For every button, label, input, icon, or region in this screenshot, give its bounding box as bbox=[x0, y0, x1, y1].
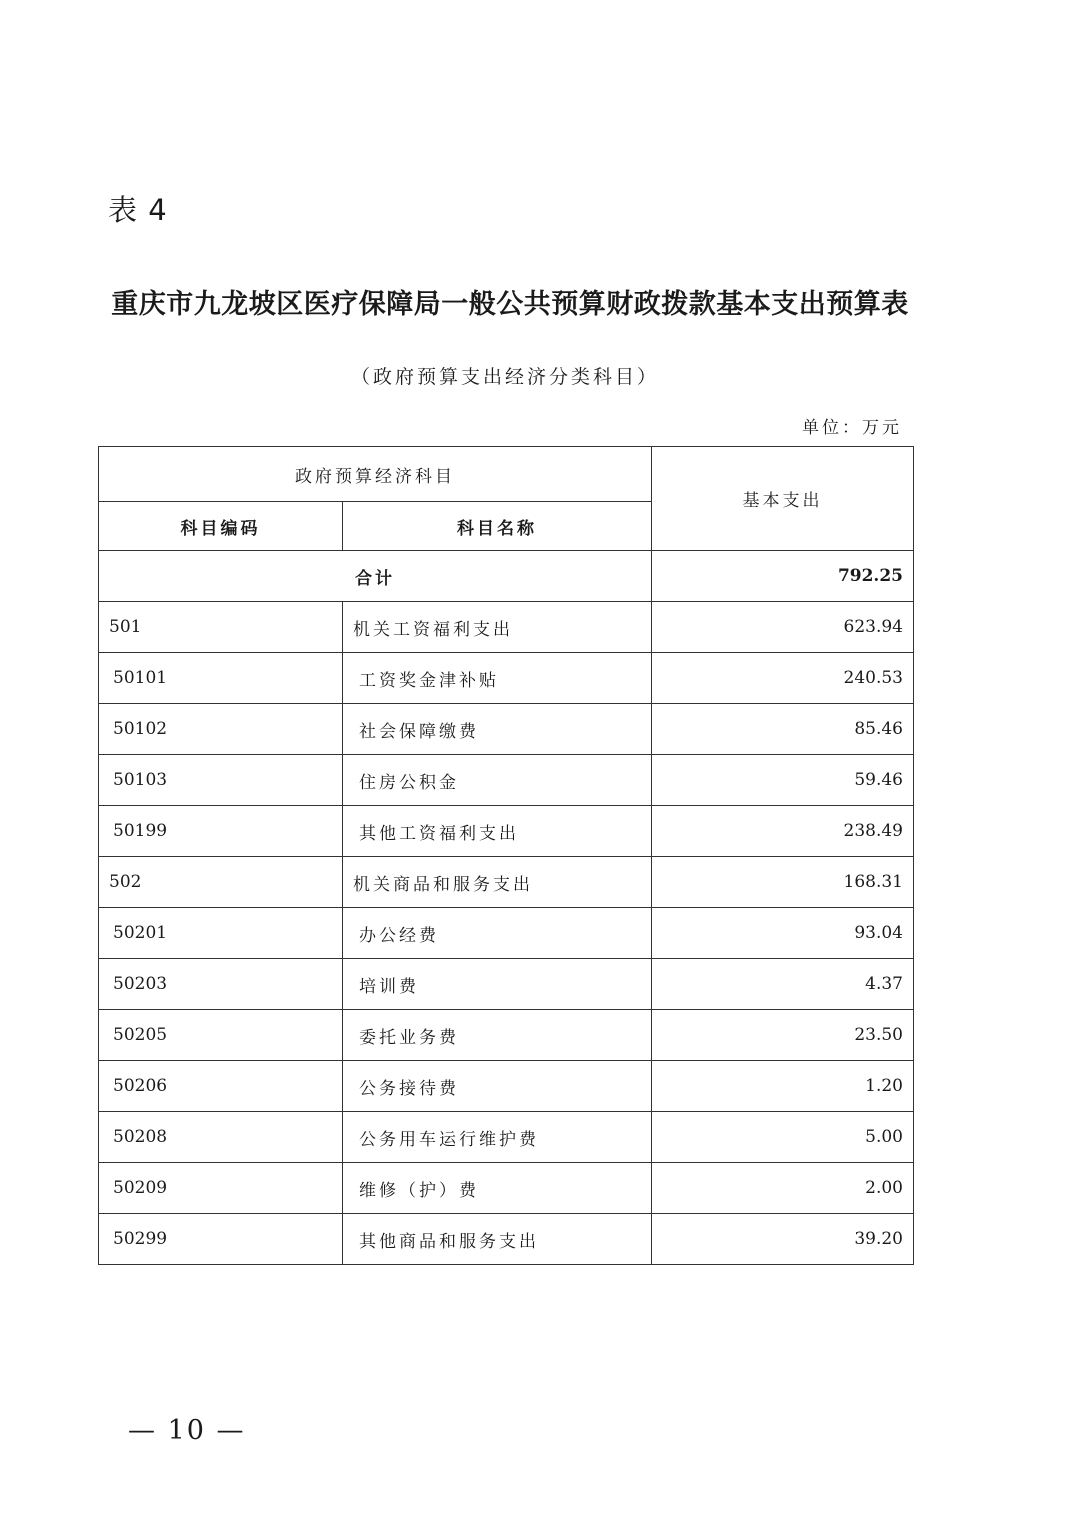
table-row bbox=[99, 704, 914, 755]
basic-amount: 168.31 bbox=[652, 857, 914, 908]
basic-amount: 39.20 bbox=[652, 1214, 914, 1265]
table-row bbox=[99, 653, 914, 704]
basic-amount: 623.94 bbox=[652, 602, 914, 653]
total-label: 合计 bbox=[99, 551, 652, 602]
basic-amount: 240.53 bbox=[652, 653, 914, 704]
table-row bbox=[99, 1010, 914, 1061]
table-row bbox=[99, 755, 914, 806]
basic-amount: 4.37 bbox=[652, 959, 914, 1010]
subject-name: 机关工资福利支出 bbox=[343, 602, 652, 653]
basic-amount: 85.46 bbox=[652, 704, 914, 755]
basic-amount: 238.49 bbox=[652, 806, 914, 857]
unit-label: 单位：万元 bbox=[802, 418, 902, 438]
subject-name: 其他工资福利支出 bbox=[343, 806, 652, 857]
basic-amount: 23.50 bbox=[652, 1010, 914, 1061]
basic-amount: 5.00 bbox=[652, 1112, 914, 1163]
basic-amount: 1.20 bbox=[652, 1061, 914, 1112]
subject-name: 维修（护）费 bbox=[343, 1163, 652, 1214]
subject-code: 501 bbox=[99, 602, 343, 653]
subject-name: 机关商品和服务支出 bbox=[343, 857, 652, 908]
table-row bbox=[99, 1163, 914, 1214]
header-subject-name: 科目名称 bbox=[343, 502, 652, 551]
subject-code: 50103 bbox=[99, 755, 343, 806]
subject-name: 其他商品和服务支出 bbox=[343, 1214, 652, 1265]
subject-code: 50206 bbox=[99, 1061, 343, 1112]
table-row bbox=[99, 806, 914, 857]
subject-name: 公务接待费 bbox=[343, 1061, 652, 1112]
basic-amount: 93.04 bbox=[652, 908, 914, 959]
subject-code: 50205 bbox=[99, 1010, 343, 1061]
basic-amount: 2.00 bbox=[652, 1163, 914, 1214]
subject-name: 住房公积金 bbox=[343, 755, 652, 806]
subject-code: 50101 bbox=[99, 653, 343, 704]
table-row bbox=[99, 602, 914, 653]
subject-code: 50209 bbox=[99, 1163, 343, 1214]
table-row bbox=[99, 908, 914, 959]
subject-code: 502 bbox=[99, 857, 343, 908]
table-row bbox=[99, 1214, 914, 1265]
table-label: 表 4 bbox=[108, 193, 168, 227]
header-subject-code: 科目编码 bbox=[99, 502, 343, 551]
total-value: 792.25 bbox=[652, 551, 914, 602]
header-economic-subject: 政府预算经济科目 bbox=[99, 447, 652, 502]
document-subtitle: （政府预算支出经济分类科目） bbox=[350, 366, 659, 388]
subject-code: 50102 bbox=[99, 704, 343, 755]
subject-code: 50299 bbox=[99, 1214, 343, 1265]
page-number: — 10 — bbox=[128, 1415, 246, 1446]
subject-code: 50201 bbox=[99, 908, 343, 959]
subject-code: 50208 bbox=[99, 1112, 343, 1163]
subject-code: 50203 bbox=[99, 959, 343, 1010]
document-title: 重庆市九龙坡区医疗保障局一般公共预算财政拨款基本支出预算表 bbox=[111, 289, 909, 320]
subject-name: 社会保障缴费 bbox=[343, 704, 652, 755]
subject-name: 培训费 bbox=[343, 959, 652, 1010]
basic-amount: 59.46 bbox=[652, 755, 914, 806]
header-basic-expenditure: 基本支出 bbox=[652, 447, 914, 551]
table-row bbox=[99, 959, 914, 1010]
table-row bbox=[99, 857, 914, 908]
subject-name: 办公经费 bbox=[343, 908, 652, 959]
table-row bbox=[99, 1061, 914, 1112]
subject-name: 公务用车运行维护费 bbox=[343, 1112, 652, 1163]
table-row bbox=[99, 1112, 914, 1163]
budget-table bbox=[98, 446, 914, 1265]
subject-code: 50199 bbox=[99, 806, 343, 857]
subject-name: 工资奖金津补贴 bbox=[343, 653, 652, 704]
subject-name: 委托业务费 bbox=[343, 1010, 652, 1061]
